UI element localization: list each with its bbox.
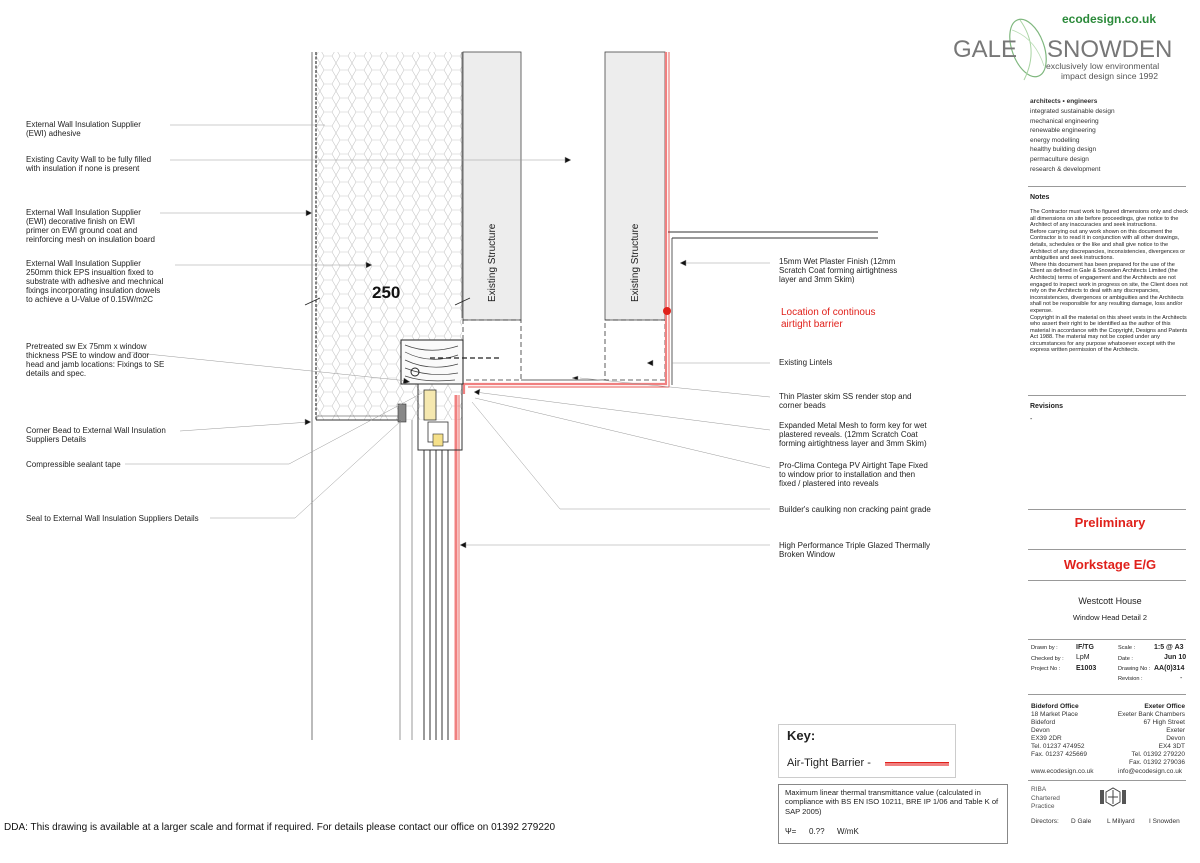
drawing-no: AA(0)314 <box>1154 665 1185 672</box>
director-name: L Millyard <box>1107 818 1135 825</box>
director-name: I Snowden <box>1149 818 1180 825</box>
logo-name-left: GALE <box>953 36 1018 63</box>
logo-tagline-1: exclusively low environmental <box>1046 61 1160 71</box>
services-heading: architects • engineers <box>1030 98 1098 105</box>
project-no: E1003 <box>1076 665 1097 672</box>
annotation-airtight-tape: Pro-Clima Contega PV Airtight Tape Fixed to window prior to installation and then fixed / plastered into reveals <box>779 461 928 488</box>
psi-icon: Ψ= <box>785 827 797 836</box>
annotation-ewi-finish: External Wall Insulation Supplier (EWI) decorative finish on EWI primer on EWI ground coat and reinforcing mesh on insulation board <box>26 208 155 244</box>
logo-url: ecodesign.co.uk <box>1062 12 1157 26</box>
notes-heading: Notes <box>1030 194 1050 201</box>
revision: - <box>1180 675 1183 682</box>
drawing-no-label: Drawing No : <box>1118 666 1151 672</box>
exeter-line: EX4 3DT <box>1158 743 1185 750</box>
annotation-sealant-tape: Compressible sealant tape <box>26 460 121 469</box>
lintel-outer <box>463 320 521 380</box>
bideford-line: 18 Market Place <box>1031 711 1078 718</box>
exeter-line: Devon <box>1166 735 1185 742</box>
bideford-title: Bideford Office <box>1031 703 1079 710</box>
date: Jun 10 <box>1164 654 1187 661</box>
key-box <box>778 724 956 778</box>
exeter-line: 67 High Street <box>1143 719 1185 726</box>
notes-body: The Contractor must work to figured dimensions only and check all dimensions on site before proceedings, give notice to the Architect of any inaccuracies and seek instructions. Before carrying out any work shown on this document the Contractor is to read it in conjunction with all other drawings, details, schedules or the like and shall give notice to the Architect of any discrepancies, inconsistencies, divergences or ambiguities and seek instructions. Where this document has been prepared for the use of the Client as defined in Gale & Snowden Architects Limited (the Architects) terms of engagement and the Architects are not engaged to inspect work in progress on site, the Client does not rely on the Architects to deal with any discrepancies, inconsistencies, divergences or ambiguities and the Architects shall not be responsible for any resulting damage, loss and/or expense. Copyright in all the material on this sheet vests in the Architects who assert their right to be identified as the author of this material in accordance with the Copyright, Designs and Patents Act 1988. The material may not be copied under any circumstances for any purpose whatsoever except with the express written permission of the Architects. <box>1030 209 1188 354</box>
riba-crest-icon <box>1098 786 1128 810</box>
email-link[interactable]: info@ecodesign.co.uk <box>1118 768 1183 775</box>
bideford-line: EX39 2DR <box>1031 735 1062 742</box>
existing-structure-label-left: Existing Structure <box>487 223 498 302</box>
key-swatch <box>885 762 949 766</box>
bideford-line: Devon <box>1031 727 1050 734</box>
drawn-by: IF/TG <box>1076 644 1094 651</box>
date-label: Date : <box>1118 656 1133 662</box>
annotation-corner-bead: Corner Bead to External Wall Insulation Suppliers Details <box>26 426 166 444</box>
scale-label: Scale : <box>1118 645 1136 651</box>
website-link[interactable]: www.ecodesign.co.uk <box>1031 768 1094 775</box>
services-item: integrated sustainable design <box>1030 108 1115 115</box>
services-item: mechanical engineering <box>1030 117 1099 125</box>
exeter-line: Tel. 01392 279220 <box>1131 751 1185 758</box>
riba-text: RIBA Chartered Practice <box>1031 786 1060 811</box>
revisions-heading: Revisions <box>1030 403 1064 410</box>
exeter-line: Exeter Bank Chambers <box>1117 711 1185 718</box>
services-item: energy modelling <box>1030 136 1080 144</box>
services-item: renewable engineering <box>1030 127 1096 135</box>
revision-label: Revision : <box>1118 676 1143 682</box>
key-title: Key: <box>787 728 816 743</box>
exeter-line: Fax. 01392 279036 <box>1128 759 1185 766</box>
bideford-line: Fax. 01237 425669 <box>1031 751 1088 758</box>
scale: 1:5 @ A3 <box>1154 644 1184 651</box>
project-no-label: Project No : <box>1031 666 1061 672</box>
annotation-ewi-adhesive: External Wall Insulation Supplier (EWI) adhesive <box>26 120 141 138</box>
checked-by: LpM <box>1076 654 1090 661</box>
bideford-line: Tel. 01237 474952 <box>1031 743 1085 750</box>
bideford-line: Bideford <box>1031 719 1056 726</box>
thermal-value-box <box>778 784 1008 844</box>
thermal-unit: W/mK <box>837 827 859 836</box>
logo-tagline-2: impact design since 1992 <box>1061 71 1158 81</box>
exeter-title: Exeter Office <box>1144 703 1185 710</box>
status-workstage: Workstage E/G <box>1063 557 1157 572</box>
annotation-wet-plaster: 15mm Wet Plaster Finish (12mm Scratch Coat forming airtightness layer and 3mm Skim) <box>779 257 898 284</box>
annotation-ewi-seal: Seal to External Wall Insulation Suppliers Details <box>26 514 199 523</box>
key-label: Air-Tight Barrier - <box>787 757 871 769</box>
annotation-pse-timber: Pretreated sw Ex 75mm x window thickness PSE to window and door head and jamb locations: Fixings to SE details and spec. <box>26 342 165 378</box>
thermal-value: 0.?? <box>809 827 825 836</box>
thermal-text: Maximum linear thermal transmittance value (calculated in compliance with BS EN ISO 10211, BRE IP 1/06 and Table K of SAP 2005) <box>785 788 999 816</box>
annotation-airtight-location: Location of continous airtight barrier <box>781 307 876 330</box>
services-item: permaculture design <box>1030 156 1089 163</box>
annotation-metal-mesh: Expanded Metal Mesh to form key for wet plastered reveals. (12mm Scratch Coat forming airtightness layer and 3mm Skim) <box>779 421 927 448</box>
logo-name-right: SNOWDEN <box>1047 36 1173 63</box>
annotation-plaster-skim: Thin Plaster skim SS render stop and corner beads <box>779 392 912 410</box>
services-item: healthy building design <box>1030 146 1097 154</box>
annotation-triple-glazed: High Performance Triple Glazed Thermally Broken Window <box>779 541 931 559</box>
checked-by-label: Checked by : <box>1031 656 1064 662</box>
directors-label: Directors: <box>1031 818 1059 825</box>
annotation-cavity-wall: Existing Cavity Wall to be fully filled with insulation if none is present <box>26 155 152 173</box>
annotation-existing-lintels: Existing Lintels <box>779 358 833 367</box>
status-preliminary: Preliminary <box>1074 515 1146 530</box>
director-name: D Gale <box>1071 818 1092 825</box>
dimension-250: 250 <box>372 283 401 302</box>
services-item: research & development <box>1030 165 1101 173</box>
annotation-eps-insulation: External Wall Insulation Supplier 250mm thick EPS insualtion fixed to substrate with adhesive and mechnical fixings incorporating insulation dowels to achieve a U-Value of 0.15W/m2C <box>26 259 164 304</box>
existing-structure-label-right: Existing Structure <box>630 223 641 302</box>
airtight-location-marker <box>663 307 671 315</box>
project-name: Westcott House <box>1078 596 1142 606</box>
drawing-title: Window Head Detail 2 <box>1072 613 1148 622</box>
annotation-caulking: Builder's caulking non cracking paint grade <box>779 505 931 514</box>
lintel-inner <box>605 320 665 380</box>
revisions-value: - <box>1030 416 1033 423</box>
exeter-line: Exeter <box>1166 727 1185 734</box>
drawn-by-label: Drawn by : <box>1031 645 1058 651</box>
dda-footer: DDA: This drawing is available at a larger scale and format if required. For details please contact our office on 01392 279220 <box>4 822 556 833</box>
